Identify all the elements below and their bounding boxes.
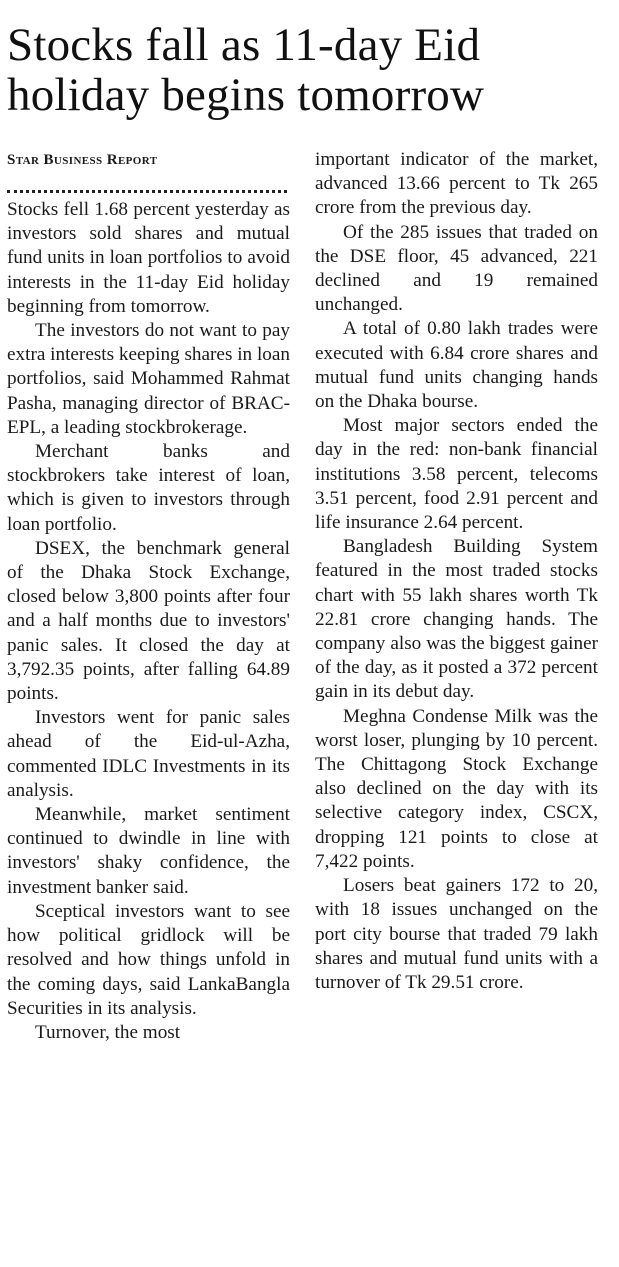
headline: Stocks fall as 11-day Eid holiday begins tomorrow: [7, 19, 485, 121]
paragraph: The investors do not want to pay extra interests keeping shares in loan portfolios, said Mohammed Rahmat Pasha, managing director of BRAC-EPL, a leading stockbrokerage.: [7, 320, 290, 438]
paragraph: important indicator of the market, advanced 13.66 percent to Tk 265 crore from the previous day.: [315, 149, 598, 219]
paragraph: A total of 0.80 lakh trades were executed with 6.84 crore shares and mutual fund units changing hands on the Dhaka bourse.: [315, 318, 598, 413]
paragraph: Losers beat gainers 172 to 20, with 18 issues unchanged on the port city bourse that traded 79 lakh shares and mutual fund units with a turnover of Tk 29.51 crore.: [315, 875, 598, 993]
paragraph: Stocks fell 1.68 percent yesterday as investors sold shares and mutual fund units in loan portfolios to avoid interests in the 11-day Eid holiday beginning from tomorrow.: [7, 199, 290, 317]
paragraph: Meghna Condense Milk was the worst loser, plunging by 10 percent. The Chittagong Stock Exchange also declined on the day with its selective category index, CSCX, dropping 121 points to close at 7,422 points.: [315, 705, 598, 872]
byline-dotted-divider: [7, 174, 287, 193]
byline: Star Business Report: [7, 152, 158, 168]
paragraph: Sceptical investors want to see how political gridlock will be resolved and how things unfold in the coming days, said LankaBangla Securities in its analysis.: [7, 900, 290, 1019]
article-column-left: [7, 148, 290, 1045]
paragraph: Turnover, the most: [35, 1021, 181, 1043]
paragraph: Merchant banks and stockbrokers take interest of loan, which is given to investors through loan portfolio.: [7, 441, 290, 535]
article-column-right: [315, 148, 598, 995]
paragraph: Investors went for panic sales ahead of the Eid-ul-Azha, commented IDLC Investments in its analysis.: [7, 707, 290, 801]
paragraph: DSEX, the benchmark general of the Dhaka Stock Exchange, closed below 3,800 points after four and a half months due to investors' panic sales. It closed the day at 3,792.35 points, after falling 64.89 points.: [7, 537, 290, 705]
paragraph: Bangladesh Building System featured in the most traded stocks chart with 55 lakh shares worth Tk 22.81 crore changing hands. The company also was the biggest gainer of the day, as it posted a 372 percent gain in its debut day.: [315, 536, 598, 703]
paragraph: Most major sectors ended the day in the red: non-bank financial institutions 3.58 percent, telecoms 3.51 percent, food 2.91 percent and life insurance 2.64 percent.: [315, 415, 598, 534]
paragraph: Of the 285 issues that traded on the DSE floor, 45 advanced, 221 declined and 19 remained unchanged.: [315, 221, 598, 316]
paragraph: Meanwhile, market sentiment continued to dwindle in line with investors' shaky confidence, the investment banker said.: [7, 804, 290, 898]
